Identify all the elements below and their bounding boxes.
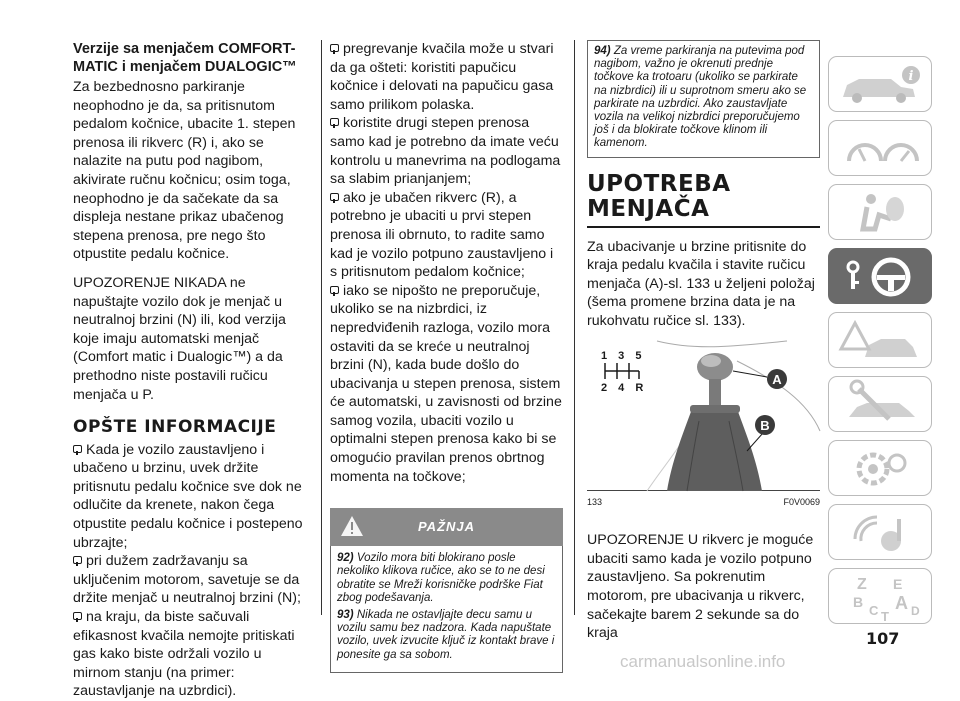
figure-number: 133: [587, 496, 603, 507]
column-left: [73, 40, 311, 701]
tab-dashboard[interactable]: [828, 120, 932, 176]
section-title: OPŠTE INFORMACIJE: [73, 417, 277, 438]
column-middle: [330, 40, 563, 673]
column-divider: [321, 40, 322, 615]
warning-header: [330, 508, 563, 546]
figure-caption: [587, 493, 820, 512]
svg-text:T: T: [881, 609, 889, 624]
list-item: koristite drugi stepen prenosa samo kad je potrebno da imate veću kontrolu u manevrima na podlogama sa slabim prianjanjem;: [330, 115, 561, 188]
warning-box: [330, 546, 563, 673]
list-item: iako se nipošto ne preporučuje, ukoliko se na nizbrdici, iz nepredviđenih razloga, vozilo mora ostaviti da se kreće u neutralnoj brzini (N), kada bude došlo do ubacivanja u stepen prenosa, sistem će automatski, u zavisnosti od brzine samog vozila, ubaciti vozilo u optimalni stepen prenosa kako bi se omogućio pravilan prenos obrtnog momenta na točkove;: [330, 282, 562, 485]
svg-text:2 4 R: 2 4 R: [601, 381, 648, 394]
svg-text:B: B: [760, 417, 770, 433]
note-box: 94) Za vreme parkiranja na putevima pod nagibom, važno je okrenuti prednje točkove ka trotoaru (ukoliko se parkirate na nizbrdici) ili u suprotnom smeru ako se parkirate na uzbrdici. Ako zaustavljate vozila na velikoj nizbrdici preporučujemo još i da blokirate točkove klinom ili kamenom.: [587, 40, 820, 158]
list-item: na kraju, da biste sačuvali efikasnost kvačila nemojte pritiskati gas kako biste održali vozilo u mirnom stanju (na primer: zaustavljanje na uzbrdici).: [73, 609, 295, 700]
paragraph: Za ubacivanje u brzine pritisnite do kraja pedalu kvačila i stavite ručicu menjača (A)-sl. 133 u željeni položaj (šema promene brzina data je na rukohvatu ručice sl. 133).: [587, 238, 815, 329]
tab-emergency[interactable]: [828, 312, 932, 368]
safety-airbag-icon: [829, 185, 933, 241]
warning-triangle-car-icon: [829, 313, 933, 369]
index-letters-icon: [829, 569, 933, 625]
list-item: pri dužem zadržavanju sa uključenim motorom, savetuje se da držite menjač u neutralnoj brzini (N);: [73, 553, 301, 607]
warning-item: 93) Nikada ne ostavljajte decu samu u vozilu samu bez nadzora. Kada napuštate vozilo, uvek izvucite ključ iz kontakt brave i ponesite ga sa sobom.: [337, 609, 555, 661]
warning-item: 92) Vozilo mora biti blokirano posle nekoliko klikova ručice, ako se to ne desi obratite se Mreži korisničke podrške Fiat zbog podešavanja.: [337, 552, 545, 604]
column-divider: [574, 40, 575, 615]
multimedia-icon: [829, 505, 933, 561]
svg-text:1 3 5: 1 3 5: [601, 349, 646, 362]
list-item: ako je ubačen rikverc (R), a potrebno je ubaciti u prvi stepen prenosa ili obrnuto, to radite samo kad je vozilo potpuno zaustavljeno i s pritisnutom pedalom kočnice;: [330, 189, 554, 281]
column-right: [587, 40, 820, 653]
page-number: 107: [866, 629, 900, 648]
figure-code: F0V0069: [783, 496, 820, 507]
tab-technical-data[interactable]: [828, 440, 932, 496]
svg-text:D: D: [911, 604, 920, 618]
car-info-icon: [829, 57, 933, 113]
svg-text:i: i: [908, 69, 914, 84]
bullet-icon: [330, 44, 339, 52]
tab-safety[interactable]: [828, 184, 932, 240]
steering-wheel-key-icon: [829, 249, 933, 305]
paragraph: UPOZORENJE U rikverc je moguće ubaciti samo kada je vozilo potpuno zaustavljeno. Sa pokrenutim motorom, pre ubacivanja u rikverc, sačekajte barem 2 sekunde sa do kraja: [587, 532, 814, 642]
list-item: pregrevanje kvačila može u stvari da ga ošteti: koristiti papučicu kočnice i delovati na papučicu gasa samo prilikom polaska.: [330, 41, 554, 113]
tab-car-info[interactable]: [828, 56, 932, 112]
tab-index[interactable]: [828, 568, 932, 624]
gear-lever-figure: [587, 341, 820, 491]
tab-maintenance[interactable]: [828, 376, 932, 432]
svg-text:B: B: [853, 594, 864, 610]
technical-data-icon: [829, 441, 933, 497]
bullet-icon: [330, 286, 339, 294]
svg-text:C: C: [869, 603, 879, 618]
warning-title: PAŽNJA: [417, 519, 476, 535]
dashboard-gauge-icon: [829, 121, 933, 177]
subheading: Verzije sa menjačem COMFORT-MATIC i menjačem DUALOGIC™: [73, 41, 297, 75]
svg-text:Z: Z: [857, 576, 867, 593]
bullet-icon: [330, 193, 339, 201]
watermark: carmanualsonline.info: [620, 652, 786, 671]
bullet-icon: [330, 118, 339, 126]
bullet-icon: [73, 612, 82, 620]
list-item: Kada je vozilo zaustavljeno i ubačeno u brzinu, uvek držite pritisnutu pedalu kočnice sve dok ne odlučite da krenete, nakon čega otpustite pedalu kočnice i postepeno ubrzajte;: [73, 441, 303, 551]
chapter-tabs: [828, 56, 932, 632]
bullet-icon: [73, 556, 82, 564]
chapter-title: UPOTREBA MENJAČA: [587, 170, 731, 222]
gear-lever-illustration: [587, 341, 820, 491]
tab-multimedia[interactable]: [828, 504, 932, 560]
title-underline: [587, 226, 820, 228]
maintenance-wrench-icon: [829, 377, 933, 433]
bullet-icon: [73, 445, 82, 453]
svg-text:A: A: [772, 371, 782, 387]
paragraph: UPOZORENJE NIKADA ne napuštajte vozilo dok je menjač u neutralnoj brzini (N) ili, kod verzija koje imaju automatski menjač (Comfort matic i Dualogic™) a da prethodno niste postavili ručicu menjača u P.: [73, 274, 286, 403]
svg-text:A: A: [895, 593, 908, 613]
tab-driving[interactable]: [828, 248, 932, 304]
svg-text:E: E: [893, 576, 903, 592]
paragraph: Za bezbednosno parkiranje neophodno je da, sa pritisnutom pedalom kočnice, ubacite 1. stepen prenosa ili rikverc (R) i, ako se nalazite na putu pod nagibom, akivirate ručnu kočnicu; osim toga, neophodno je da sačekate da sa displeja nestane prikaz ubačenog stepena prenosa, pre nego što otpustite pedalu kočnice.: [73, 79, 296, 263]
